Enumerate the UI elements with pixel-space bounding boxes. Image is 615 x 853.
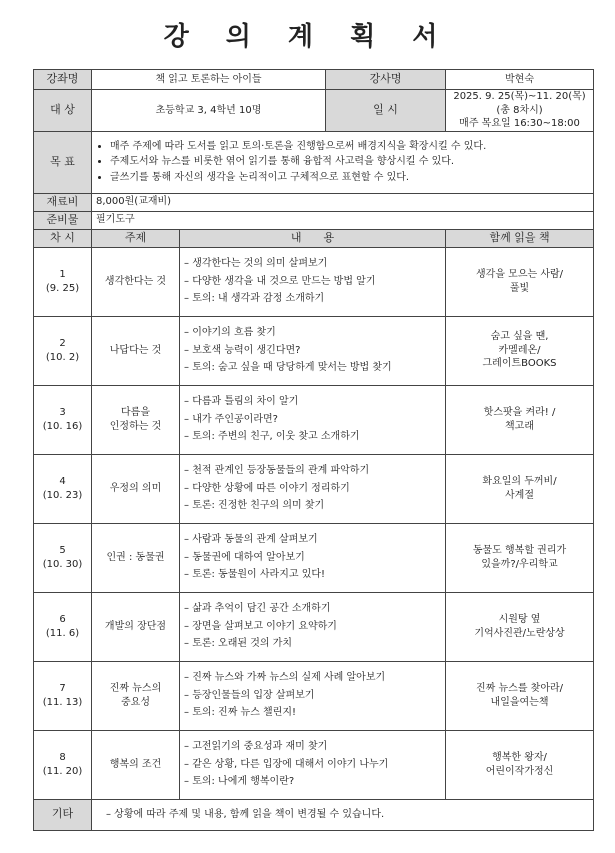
session-topic-cell	[92, 592, 180, 661]
session-content-item: – 동물권에 대하여 알아보기	[184, 549, 441, 567]
session-topic: 나답다는 것	[109, 344, 162, 356]
session-book-line: 기억사진관/노란상상	[474, 627, 565, 639]
session-row	[34, 523, 594, 592]
document-title: 강 의 계 획 서	[163, 22, 452, 52]
session-book-line: 책고래	[505, 420, 534, 432]
session-book-cell	[446, 247, 594, 316]
session-row	[34, 454, 594, 523]
session-number: 1	[59, 269, 66, 280]
session-number-cell	[34, 385, 92, 454]
session-book-cell	[446, 316, 594, 385]
col-header-books: 함께 읽을 책	[446, 229, 594, 247]
col-header-session: 차 시	[34, 229, 92, 247]
session-book-line: 풀빛	[509, 282, 530, 294]
session-content-item: – 토의: 내 생각과 감정 소개하기	[184, 290, 441, 308]
session-content-item: – 다양한 생각을 내 것으로 만드는 방법 알기	[184, 273, 441, 291]
goals-list	[96, 140, 589, 185]
session-content-item: – 다름과 틀림의 차이 알기	[184, 393, 441, 411]
session-topic: 생각한다는 것	[104, 275, 167, 287]
session-content-item: – 장면을 살펴보고 이야기 요약하기	[184, 618, 441, 636]
session-topic: 인정하는 것	[109, 420, 162, 432]
supplies-label: 준비물	[34, 211, 92, 229]
schedule-value	[446, 90, 594, 132]
goal-item: • 주제도서와 뉴스를 비롯한 엮어 읽기를 통해 융합적 사고력을 향상시킬 수 있다.	[110, 155, 589, 169]
target-value: 초등학교 3, 4학년 10명	[92, 90, 326, 132]
session-number: 2	[59, 338, 66, 349]
session-content-item: – 토의: 진짜 뉴스 챌린지!	[184, 704, 441, 722]
footer-label: 기타	[34, 799, 92, 830]
session-content-cell	[180, 730, 446, 799]
session-number: 8	[59, 752, 66, 763]
session-book-cell	[446, 730, 594, 799]
col-header-topic: 주제	[92, 229, 180, 247]
target-label: 대 상	[34, 90, 92, 132]
session-content-cell	[180, 316, 446, 385]
schedule-label: 일 시	[326, 90, 446, 132]
session-topic-cell	[92, 523, 180, 592]
session-content-item: – 같은 상황, 다른 입장에 대해서 이야기 나누기	[184, 756, 441, 774]
course-name: 책 읽고 토론하는 아이들	[92, 70, 326, 90]
goal-item: • 글쓰기를 통해 자신의 생각을 논리적이고 구체적으로 표현할 수 있다.	[110, 171, 589, 185]
session-topic-cell	[92, 316, 180, 385]
session-content-item: – 토론: 오래된 것의 가치	[184, 635, 441, 653]
session-number: 6	[59, 614, 66, 625]
footer-note: – 상황에 따라 주제 및 내용, 함께 읽을 책이 변경될 수 있습니다.	[92, 799, 594, 830]
session-number-cell	[34, 730, 92, 799]
goals-cell	[92, 131, 594, 193]
session-date: (11. 6)	[45, 627, 80, 639]
col-header-content: 내 용	[180, 229, 446, 247]
session-number: 7	[59, 683, 66, 694]
session-date: (11. 20)	[42, 765, 83, 777]
session-content-item: – 진짜 뉴스와 가짜 뉴스의 실제 사례 알아보기	[184, 669, 441, 687]
session-content-cell	[180, 592, 446, 661]
fee-label: 재료비	[34, 193, 92, 211]
session-number-cell	[34, 316, 92, 385]
course-plan-table	[33, 69, 594, 831]
session-content-cell	[180, 661, 446, 730]
session-number: 5	[59, 545, 66, 556]
session-book-line: 핫스팟을 켜라! /	[483, 407, 556, 418]
session-topic: 우정의 의미	[109, 482, 162, 494]
session-book-cell	[446, 454, 594, 523]
session-number-cell	[34, 247, 92, 316]
session-book-line: 사계절	[505, 489, 534, 501]
session-book-line: 카멜레온/	[498, 344, 541, 356]
session-book-line: 내일을여는책	[490, 696, 549, 708]
schedule-dates: 2025. 9. 25(목)~11. 20(목) (총 8차시)	[453, 91, 586, 116]
session-number-cell	[34, 592, 92, 661]
goals-label: 목 표	[34, 131, 92, 193]
session-book-line: 시원탕 옆	[498, 614, 541, 625]
session-topic: 진짜 뉴스의	[109, 683, 162, 694]
session-content-item: – 보호색 능력이 생긴다면?	[184, 342, 441, 360]
session-number: 3	[59, 407, 66, 418]
session-book-cell	[446, 592, 594, 661]
session-date: (9. 25)	[45, 282, 80, 294]
supplies-value: 필기도구	[92, 211, 594, 229]
session-book-line: 동물도 행복할 권리가	[472, 545, 567, 556]
session-content-cell	[180, 523, 446, 592]
session-book-cell	[446, 385, 594, 454]
course-label: 강좌명	[34, 70, 92, 90]
session-content-item: – 삶과 추억이 담긴 공간 소개하기	[184, 600, 441, 618]
schedule-time: 매주 목요일 16:30~18:00	[459, 118, 580, 129]
session-content-item: – 등장인물들의 입장 살펴보기	[184, 687, 441, 705]
instructor-name: 박현숙	[446, 70, 594, 90]
session-number-cell	[34, 523, 92, 592]
goal-item: • 매주 주제에 따라 도서를 읽고 토의·토론을 진행함으로써 배경지식을 확장시킬 수 있다.	[110, 140, 589, 154]
session-content-cell	[180, 454, 446, 523]
session-number-cell	[34, 661, 92, 730]
session-content-item: – 생각한다는 것의 의미 살펴보기	[184, 255, 441, 273]
session-content-cell	[180, 385, 446, 454]
session-book-line: 화요일의 두꺼비/	[482, 476, 557, 487]
session-row	[34, 730, 594, 799]
session-topic-cell	[92, 730, 180, 799]
session-content-item: – 내가 주인공이라면?	[184, 411, 441, 429]
session-row	[34, 592, 594, 661]
session-topic: 중요성	[121, 696, 150, 708]
session-row	[34, 661, 594, 730]
session-topic: 개발의 장단점	[104, 620, 167, 632]
session-topic: 인권 : 동물권	[106, 551, 165, 563]
session-content-item: – 고전읽기의 중요성과 재미 찾기	[184, 738, 441, 756]
session-topic-cell	[92, 454, 180, 523]
session-topic-cell	[92, 661, 180, 730]
session-date: (10. 23)	[42, 489, 83, 501]
session-book-line: 있을까?/우리학교	[481, 558, 558, 570]
session-topic: 행복의 조건	[109, 758, 162, 770]
session-book-cell	[446, 661, 594, 730]
session-book-line: 진짜 뉴스를 찾아라/	[476, 683, 564, 694]
session-date: (11. 13)	[42, 696, 83, 708]
session-content-item: – 천적 관계인 등장동물들의 관계 파악하기	[184, 462, 441, 480]
session-number-cell	[34, 454, 92, 523]
session-date: (10. 30)	[42, 558, 83, 570]
session-content-item: – 사람과 동물의 관계 살펴보기	[184, 531, 441, 549]
session-content-item: – 토의: 숨고 싶을 때 당당하게 맞서는 방법 찾기	[184, 359, 441, 377]
instructor-label: 강사명	[326, 70, 446, 90]
fee-value: 8,000원(교재비)	[92, 193, 594, 211]
session-book-line: 행복한 왕자/	[492, 752, 547, 763]
session-content-item: – 토론: 동물원이 사라지고 있다!	[184, 566, 441, 584]
session-number: 4	[59, 476, 66, 487]
session-topic: 다름을	[121, 407, 150, 418]
session-book-line: 어린이작가정신	[485, 765, 554, 777]
session-content-cell	[180, 247, 446, 316]
session-topic-cell	[92, 385, 180, 454]
session-book-cell	[446, 523, 594, 592]
session-date: (10. 16)	[42, 420, 83, 432]
session-content-item: – 다양한 상황에 따른 이야기 정리하기	[184, 480, 441, 498]
session-book-line: 생각을 모으는 사람/	[476, 269, 564, 280]
session-row	[34, 247, 594, 316]
session-content-item: – 토의: 나에게 행복이란?	[184, 773, 441, 791]
session-row	[34, 316, 594, 385]
session-content-item: – 토의: 주변의 친구, 이웃 찾고 소개하기	[184, 428, 441, 446]
session-topic-cell	[92, 247, 180, 316]
session-content-item: – 토론: 진정한 친구의 의미 찾기	[184, 497, 441, 515]
session-book-line: 숨고 싶을 땐,	[490, 331, 549, 343]
session-book-line: 그레이트BOOKS	[482, 358, 557, 370]
session-row	[34, 385, 594, 454]
session-date: (10. 2)	[45, 351, 80, 363]
session-content-item: – 이야기의 흐름 찾기	[184, 324, 441, 342]
